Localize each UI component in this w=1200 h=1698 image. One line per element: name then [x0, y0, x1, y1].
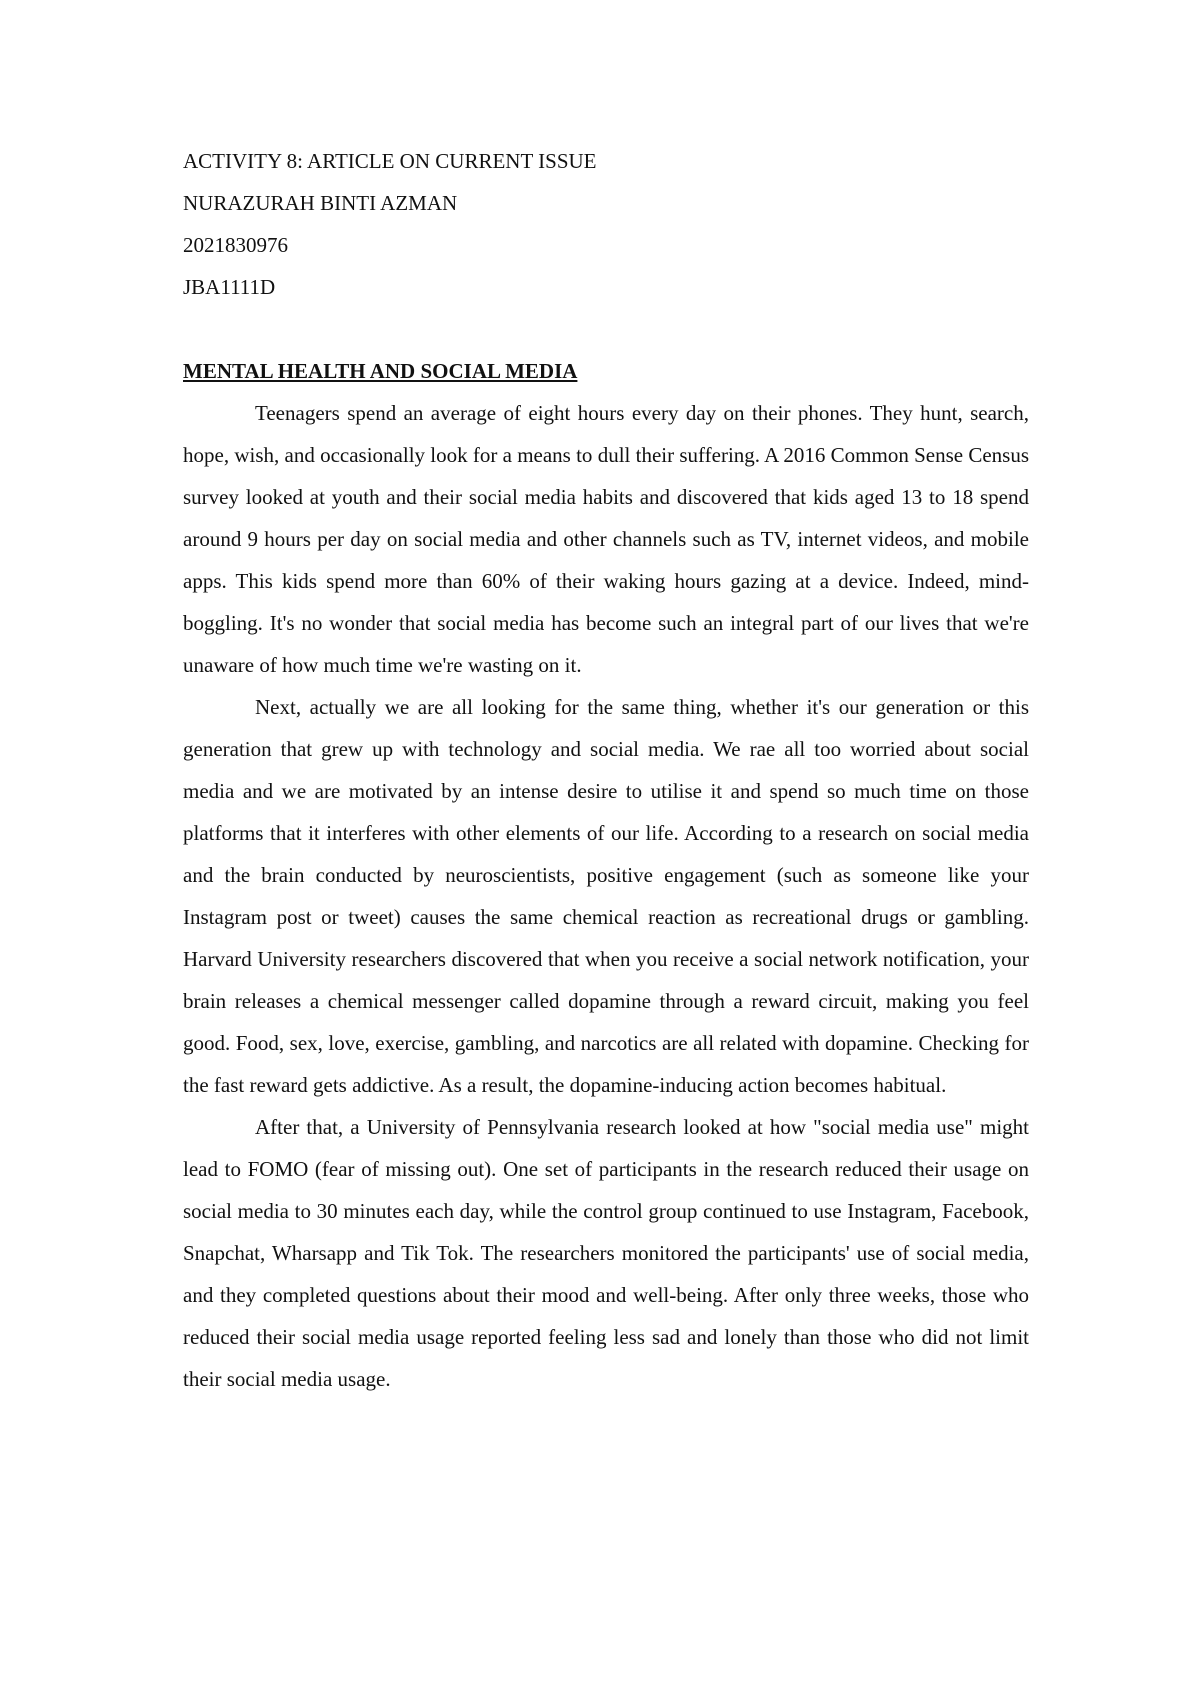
- document-body: [183, 140, 1029, 1400]
- spacer: [183, 308, 1029, 350]
- student-id: 2021830976: [183, 233, 288, 257]
- article-paragraph-3: After that, a University of Pennsylvania research looked at how "social media use" might lead to FOMO (fear of missing out). One set of participants in the research reduced their usage on social media to 30 minutes each day, while the control group continued to use Instagram, Facebook, Snapchat, Wharsapp and Tik Tok. The researchers monitored the participants' use of social media, and they completed questions about their mood and well-being. After only three weeks, those who reduced their social media usage reported feeling less sad and lonely than those who did not limit their social media usage.: [183, 1115, 1029, 1391]
- article-paragraph-2: Next, actually we are all looking for the same thing, whether it's our generation or this generation that grew up with technology and social media. We rae all too worried about social media and we are motivated by an intense desire to utilise it and spend so much time on those platforms that it interferes with other elements of our life. According to a research on social media and the brain conducted by neuroscientists, positive engagement (such as someone like your Instagram post or tweet) causes the same chemical reaction as recreational drugs or gambling. Harvard University researchers discovered that when you receive a social network notification, your brain releases a chemical messenger called dopamine through a reward circuit, making you feel good. Food, sex, love, exercise, gambling, and narcotics are all related with dopamine. Checking for the fast reward gets addictive. As a result, the dopamine-inducing action becomes habitual.: [183, 695, 1029, 1097]
- article-paragraph-1: Teenagers spend an average of eight hours every day on their phones. They hunt, search, hope, wish, and occasionally look for a means to dull their suffering. A 2016 Common Sense Census survey looked at youth and their social media habits and discovered that kids aged 13 to 18 spend around 9 hours per day on social media and other channels such as TV, internet videos, and mobile apps. This kids spend more than 60% of their waking hours gazing at a device. Indeed, mind-boggling. It's no wonder that social media has become such an integral part of our lives that we're unaware of how much time we're wasting on it.: [183, 401, 1029, 677]
- student-name: NURAZURAH BINTI AZMAN: [183, 191, 458, 215]
- activity-heading: ACTIVITY 8: ARTICLE ON CURRENT ISSUE: [183, 149, 597, 173]
- article-title: MENTAL HEALTH AND SOCIAL MEDIA: [183, 359, 578, 383]
- class-code: JBA1111D: [183, 275, 276, 299]
